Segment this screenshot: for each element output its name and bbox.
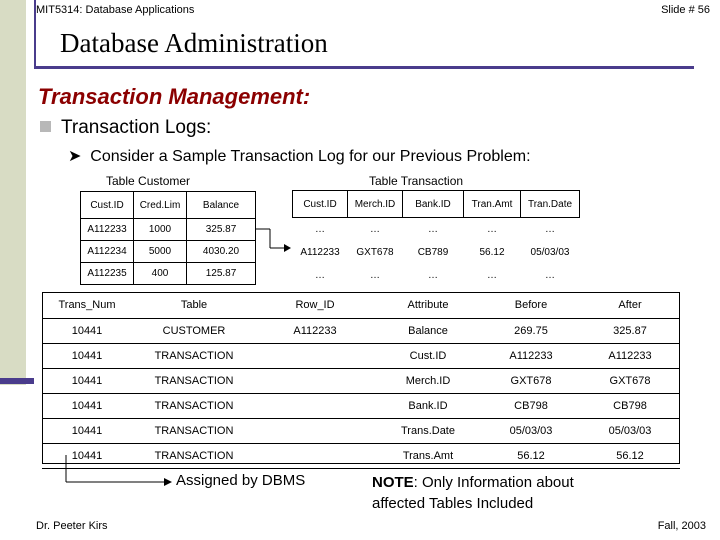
table-cell: 56.12: [580, 444, 680, 469]
transaction-col-header: Tran.Date: [521, 191, 580, 218]
table-cell: TRANSACTION: [132, 394, 256, 419]
table-cell: …: [315, 224, 325, 235]
table-cell: 325.87: [580, 319, 680, 344]
table-cell: 56.12: [482, 444, 580, 469]
table-cell: [256, 419, 374, 444]
note-line2: affected Tables Included: [372, 495, 534, 512]
table-cell: A112233: [580, 344, 680, 369]
sub-bullet-text: Consider a Sample Transaction Log for our Previous Problem:: [90, 148, 531, 165]
table-cell: A112233: [256, 319, 374, 344]
transaction-log-table: [42, 292, 680, 469]
customer-col-header: Cust.ID: [81, 192, 134, 219]
table-cell: A112233: [300, 247, 340, 258]
table-row: [42, 319, 680, 344]
note-label: NOTE: [372, 474, 414, 491]
table-cell: 10441: [42, 369, 132, 394]
log-col-header: Before: [482, 292, 580, 319]
footer-term: Fall, 2003: [657, 520, 706, 532]
table-cell: A112233: [482, 344, 580, 369]
table-cell: A112234: [81, 241, 134, 263]
table-cell: TRANSACTION: [132, 444, 256, 469]
table-cell: …: [370, 224, 380, 235]
table-cell: TRANSACTION: [132, 344, 256, 369]
table-cell: TRANSACTION: [132, 369, 256, 394]
table-cell: TRANSACTION: [132, 419, 256, 444]
table-cell: …: [428, 224, 438, 235]
table-cell: CB798: [482, 394, 580, 419]
table-cell: 05/03/03: [530, 247, 570, 258]
table-cell: GXT678: [482, 369, 580, 394]
footer-author: Dr. Peeter Kirs: [36, 520, 108, 532]
table-cell: 10441: [42, 444, 132, 469]
table-cell: …: [428, 270, 438, 281]
table-cell: CUSTOMER: [132, 319, 256, 344]
table-cell: [256, 394, 374, 419]
log-col-header: Trans_Num: [42, 292, 132, 319]
table-cell: 325.87: [187, 219, 256, 241]
table-cell: Merch.ID: [374, 369, 482, 394]
table-cell: [256, 369, 374, 394]
table-cell: 10441: [42, 344, 132, 369]
table-cell: 05/03/03: [580, 419, 680, 444]
customer-to-transaction-arrow: [256, 229, 291, 252]
slide-title: Database Administration: [60, 28, 328, 58]
table-cell: …: [545, 224, 555, 235]
customer-table-label: Table Customer: [106, 174, 191, 188]
table-cell: Balance: [374, 319, 482, 344]
table-cell: 56.12: [479, 247, 505, 258]
table-cell: 10441: [42, 319, 132, 344]
table-row: [42, 369, 680, 394]
transaction-col-header: Tran.Amt: [464, 191, 521, 218]
table-cell: CB789: [417, 247, 449, 258]
log-col-header: Row_ID: [256, 292, 374, 319]
table-cell: GXT678: [580, 369, 680, 394]
note-text: [372, 472, 574, 514]
log-col-header: Table: [132, 292, 256, 319]
slide-number: Slide # 56: [661, 4, 710, 16]
table-cell: Cust.ID: [374, 344, 482, 369]
table-cell: CB798: [580, 394, 680, 419]
table-cell: …: [545, 270, 555, 281]
table-row: [42, 444, 680, 469]
table-cell: Trans.Date: [374, 419, 482, 444]
table-cell: GXT678: [356, 247, 394, 258]
transaction-table-label: Table Transaction: [369, 174, 464, 188]
transaction-col-header: Merch.ID: [348, 191, 403, 218]
table-cell: 5000: [134, 241, 187, 263]
transaction-col-header: Bank.ID: [403, 191, 464, 218]
table-cell: …: [315, 270, 325, 281]
table-cell: 4030.20: [187, 241, 256, 263]
note-line1: : Only Information about: [413, 474, 574, 491]
log-col-header: After: [580, 292, 680, 319]
customer-col-header: Cred.Lim: [134, 192, 187, 219]
table-cell: [256, 344, 374, 369]
table-cell: [256, 444, 374, 469]
log-col-header: Attribute: [374, 292, 482, 319]
bullet-text: Transaction Logs:: [61, 117, 212, 138]
customer-col-header: Balance: [187, 192, 256, 219]
table-cell: Bank.ID: [374, 394, 482, 419]
table-cell: 125.87: [187, 263, 256, 285]
table-cell: 05/03/03: [482, 419, 580, 444]
table-cell: 400: [134, 263, 187, 285]
transaction-col-header: Cust.ID: [293, 191, 348, 218]
table-row: [42, 394, 680, 419]
table-cell: A112233: [81, 219, 134, 241]
assigned-by-dbms-label: Assigned by DBMS: [176, 472, 306, 489]
section-heading: Transaction Management:: [38, 84, 311, 109]
arrow-bullet-icon: ➤: [68, 148, 82, 165]
table-row: [42, 344, 680, 369]
table-cell: 269.75: [482, 319, 580, 344]
table-cell: …: [487, 224, 497, 235]
table-row: [42, 419, 680, 444]
table-cell: …: [370, 270, 380, 281]
table-cell: 1000: [134, 219, 187, 241]
table-cell: A112235: [81, 263, 134, 285]
table-cell: 10441: [42, 419, 132, 444]
table-cell: 10441: [42, 394, 132, 419]
course-title: MIT5314: Database Applications: [36, 4, 195, 16]
table-cell: Trans.Amt: [374, 444, 482, 469]
table-cell: …: [487, 270, 497, 281]
